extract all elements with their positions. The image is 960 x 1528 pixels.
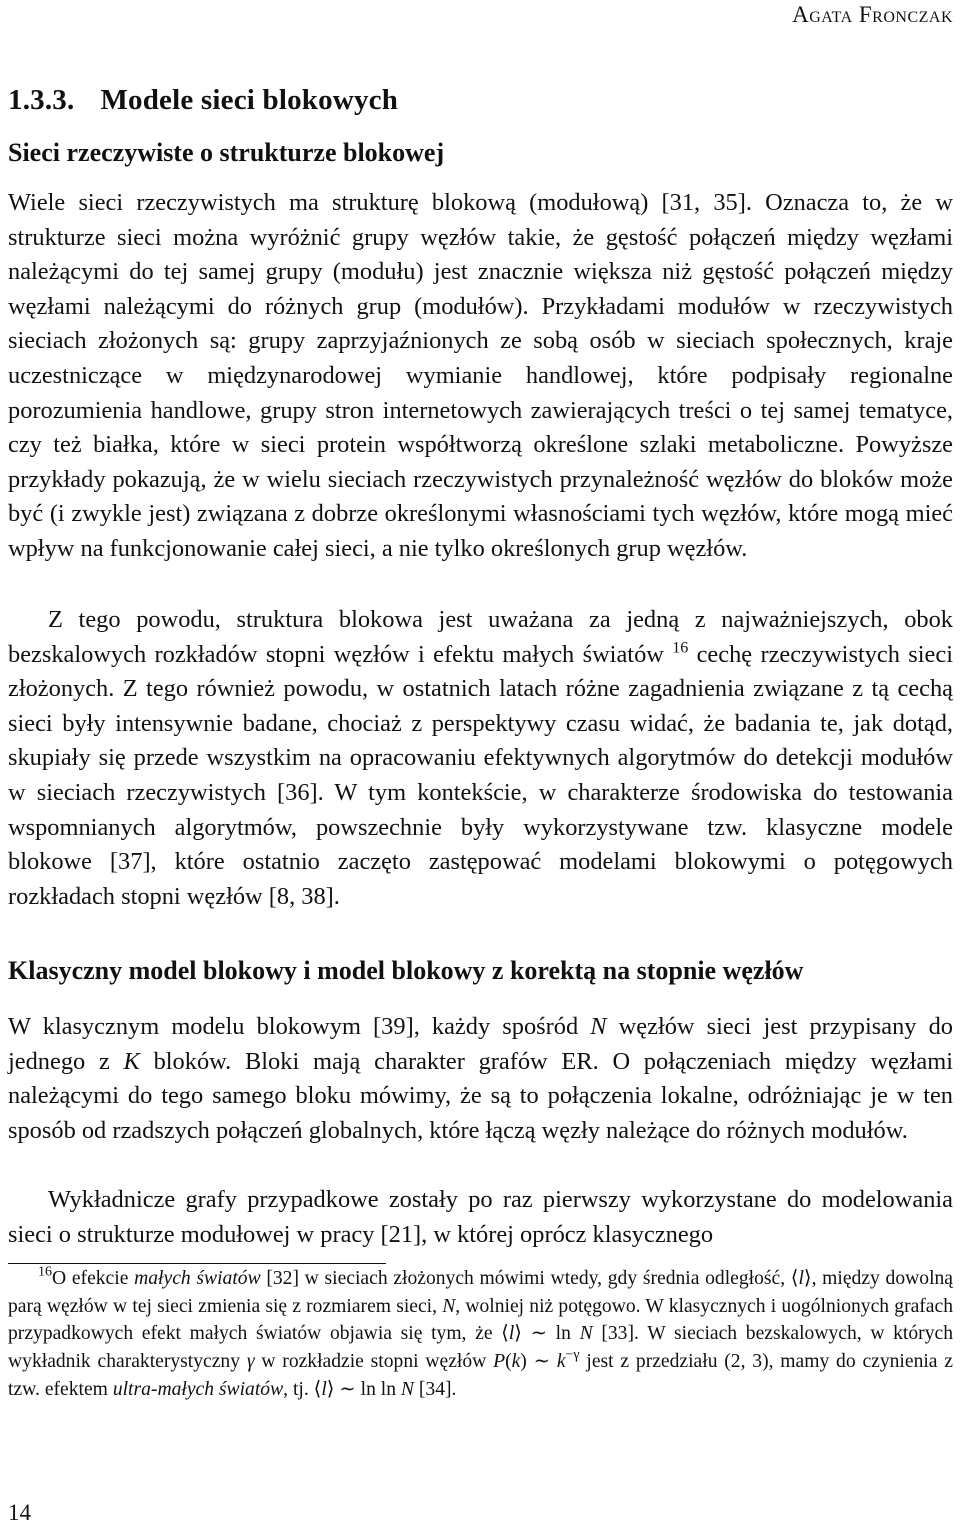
text: węzłów sieci jest przypisany do jednego z [8, 1013, 953, 1075]
emphasis: ultra-małych światów [112, 1378, 284, 1400]
subsection-heading-2: Klasyczny model blokowy i model blokowy z korektą na stopnie węzłów [8, 956, 804, 985]
text: O efekcie [52, 1268, 135, 1289]
footnote-rule [8, 1263, 386, 1264]
math-var: N [579, 1323, 593, 1345]
page [8, 0, 953, 1528]
running-head: Agata Fronczak [792, 2, 953, 27]
paragraph-2 [8, 603, 953, 914]
math-var: N [400, 1378, 414, 1400]
paragraph-2-text-a: Z tego powodu, struktura blokowa jest uważana za jedną z najważniejszych, obok bezskalowych rozkładów stopni węzłów i efektu małych światów [8, 606, 953, 668]
math-var: l [798, 1268, 804, 1289]
footnote [8, 1265, 953, 1404]
paragraph-1: Wiele sieci rzeczywistych ma strukturę blokową (modułową) [31, 35]. Oznacza to, że w strukturze sieci można wyróżnić grupy węzłów takie, że gęstość połączeń między węzłami należącymi do tej samej grupy (modułu) jest znacznie większa niż gęstość połączeń między węzłami należącymi do różnych grup (modułów). Przykładami modułów w rzeczywistych sieciach złożonych są: grupy zaprzyjaźnionych ze sobą osób w sieciach społecznych, kraje uczestniczące w międzynarodowej wymianie handlowej, które podpisały regionalne porozumienia handlowe, grupy stron internetowych zawierających treści o tej samej tematyce, czy też białka, które w sieci protein współtworzą określone szlaki metaboliczne. Powyższe przykłady pokazują, że w wielu sieciach rzeczywistych przynależność węzłów do bloków może być (i zwykle jest) związana z dobrze określonymi własnościami tych węzłów, które mogą mieć wpływ na funkcjonowanie całej sieci, a nie tylko określonych grup węzłów. [8, 189, 953, 562]
paragraph-4: Wykładnicze grafy przypadkowe zostały po raz pierwszy wykorzystane do modelowania sieci o strukturze modułowej w pracy [21], w której oprócz klasycznego [8, 1186, 953, 1248]
text: W klasycznym modelu blokowym [39], każdy spośród [8, 1013, 591, 1040]
section-title: Modele sieci blokowych [100, 84, 399, 116]
section-heading [8, 84, 398, 117]
math-var: k [511, 1351, 521, 1373]
emphasis: małych światów [134, 1268, 261, 1289]
math-var: K [123, 1047, 140, 1075]
math-var: l [508, 1323, 515, 1345]
text: ( [505, 1351, 512, 1373]
text: w rozkładzie stopni węzłów [254, 1351, 494, 1373]
math-var: l [321, 1378, 327, 1400]
text: ⟩ ∼ ln [514, 1323, 580, 1345]
text: , wolniej niż potęgowo. W klasycznych i uogólnionych grafach przypadkowych efekt małych światów objawia się tym, że ⟨ [8, 1295, 954, 1345]
text: [34]. [413, 1378, 457, 1400]
math-var: P [493, 1351, 506, 1373]
text: ⟩ ∼ ln ln [326, 1378, 401, 1400]
text: bloków. Bloki mają charakter grafów ER. O połączeniach między węzłami należącymi do tego samego bloku mówimy, że są to połączenia lokalne, odróżniając je w ten sposób od rzadszych połączeń globalnych, które łączą węzły należące do różnych modułów. [8, 1047, 954, 1144]
subsection-heading-1: Sieci rzeczywiste o strukturze blokowej [8, 138, 445, 167]
footnote-number: 16 [38, 1264, 52, 1280]
paragraph-3 [8, 1010, 953, 1148]
math-var: N [442, 1295, 456, 1317]
footnote-ref[interactable]: 16 [672, 639, 689, 656]
section-number: 1.3.3. [8, 84, 75, 116]
text: [32] w sieciach złożonych mówimi wtedy, gdy średnia odległość, ⟨ [260, 1268, 799, 1289]
exponent: −γ [565, 1347, 580, 1363]
text: [33]. W sieciach bezskalowych, w których wykładnik charakterystyczny [8, 1323, 953, 1373]
paragraph-2-text-b: cechę rzeczywistych sieci złożonych. Z tego również powodu, w ostatnich latach różne zagadnienia związane z tą cechą sieci były intensywnie badane, chociaż z perspektywy czasu widać, że badania te, jak dotąd, skupiały się przede wszystkim na opracowaniu efektywnych algorytmów do detekcji modułów w sieciach rzeczywistych [36]. W tym kontekście, w charakterze środowiska do testowania wspomnianych algorytmów, powszechnie były wykorzystywane tzw. klasyczne modele blokowe [37], które ostatnio zaczęto zastępować modelami blokowymi o potęgowych rozkładach stopni węzłów [8, 38]. [8, 640, 953, 910]
text: ) ∼ [520, 1351, 557, 1373]
text: ⟩, między dowolną parą węzłów w tej sieci zmienia się z rozmiarem sieci, [8, 1268, 954, 1317]
math-var: k [556, 1351, 566, 1373]
text: jest z przedziału (2, 3), mamy do czynienia z tzw. efektem [8, 1351, 953, 1400]
math-var: γ [246, 1351, 255, 1373]
page-number: 14 [8, 1500, 31, 1525]
text: , tj. ⟨ [283, 1378, 322, 1400]
math-var: N [590, 1013, 607, 1040]
